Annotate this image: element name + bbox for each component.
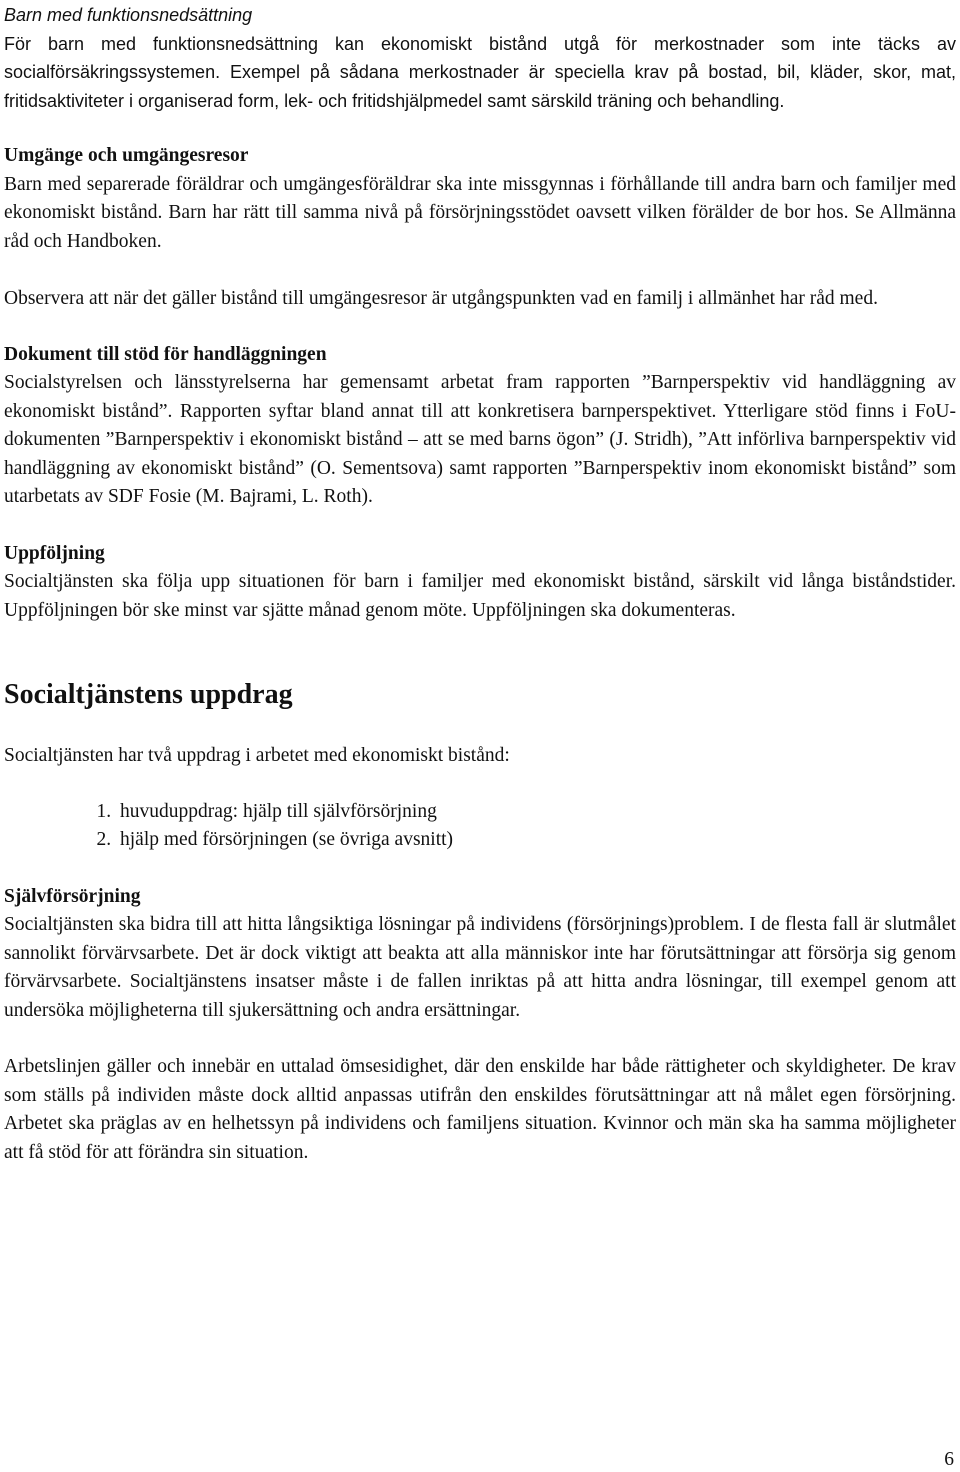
section-body: För barn med funktionsnedsättning kan ekonomiskt bistånd utgå för merkostnader som inte täcks av socialförsäkringssystemen. Exempel på sådana merkostnader är speciella krav på bostad, bil, kläder, skor, mat, fritidsaktiviteter i organiserad form, lek- och fritidshjälpmedel samt särskild träning och behandling. — [4, 33, 956, 111]
section-funktionsnedsattning — [4, 1, 956, 115]
assignment-list — [4, 798, 956, 855]
section-heading: Självförsörjning — [4, 885, 141, 907]
section-heading: Barn med funktionsnedsättning — [4, 5, 253, 25]
section-body: Socialtjänsten ska följa upp situationen för barn i familjer med ekonomiskt bistånd, särskilt vid långa biståndstider. Uppföljningen bör ske minst var sjätte månad genom möte. Uppföljningen ska dokumenteras. — [4, 571, 956, 621]
list-item: 1. huvuduppdrag: hjälp till självförsörjning — [116, 798, 956, 827]
document-page — [4, 0, 956, 1167]
section-uppdrag — [4, 677, 956, 855]
section-note: Observera att när det gäller bistånd till umgängesresor är utgångspunkten vad en familj i allmänhet har råd med. — [4, 288, 878, 309]
list-item: 2. hjälp med försörjningen (se övriga avsnitt) — [116, 826, 956, 855]
chapter-title: Socialtjänstens uppdrag — [4, 679, 293, 710]
section-body: Barn med separerade föräldrar och umgängesföräldrar ska inte missgynnas i förhållande till andra barn och familjer med ekonomiskt bistånd. Barn har rätt till samma nivå på försörjningsstödet oavsett vilken förälder de bor hos. Se Allmänna råd och Handboken. — [4, 173, 956, 252]
section-uppfoljning — [4, 540, 956, 626]
section-body: Socialstyrelsen och länsstyrelserna har gemensamt arbetat fram rapporten ”Barnperspektiv vid handläggning av ekonomiskt bistånd”. Rapporten syftar bland annat till att konkretisera barnperspektivet. Ytterligare stöd finns i FoU-dokumenten ”Barnperspektiv i ekonomiskt bistånd – att se med barns ögon” (J. Stridh), ”Att införliva barnperspektiv vid handläggning av ekonomiskt bistånd” (O. Sementsova) samt rapporten ”Barnperspektiv inom ekonomiskt bistånd” som utarbetats av SDF Fosie (M. Bajrami, L. Roth). — [4, 372, 956, 507]
section-umgange — [4, 142, 956, 314]
section-heading: Umgänge och umgängesresor — [4, 145, 249, 166]
page-number: 6 — [944, 1449, 954, 1470]
section-sjalvforsorjning — [4, 883, 956, 1168]
section-dokument — [4, 341, 956, 512]
section-body: Socialtjänsten ska bidra till att hitta långsiktiga lösningar på individens (försörjnings)problem. I de flesta fall är slutmålet sannolikt förvärvsarbete. Det är dock viktigt att beakta att alla människor inte har förutsättningar att försörja sig genom förvärvsarbete. Socialtjänstens insatser måste i de fallen inriktas på att hitta andra lösningar, till exempel genom att undersöka möjligheterna till sjukersättning och andra ersättningar. — [4, 914, 956, 1021]
section-body-arbetslinjen: Arbetslinjen gäller och innebär en uttalad ömsesidighet, där den enskilde har både rättigheter och skyldigheter. De krav som ställs på individen måste dock alltid anpassas utifrån den enskildes förutsättningar att nå målet egen försörjning. Arbetet ska präglas av en helhetssyn på individens och familjens situation. Kvinnor och män ska ha samma möjligheter att få stöd för att förändra sin situation. — [4, 1056, 956, 1163]
section-intro: Socialtjänsten har två uppdrag i arbetet med ekonomiskt bistånd: — [4, 745, 510, 766]
section-heading: Dokument till stöd för handläggningen — [4, 343, 327, 365]
section-heading: Uppföljning — [4, 542, 105, 564]
